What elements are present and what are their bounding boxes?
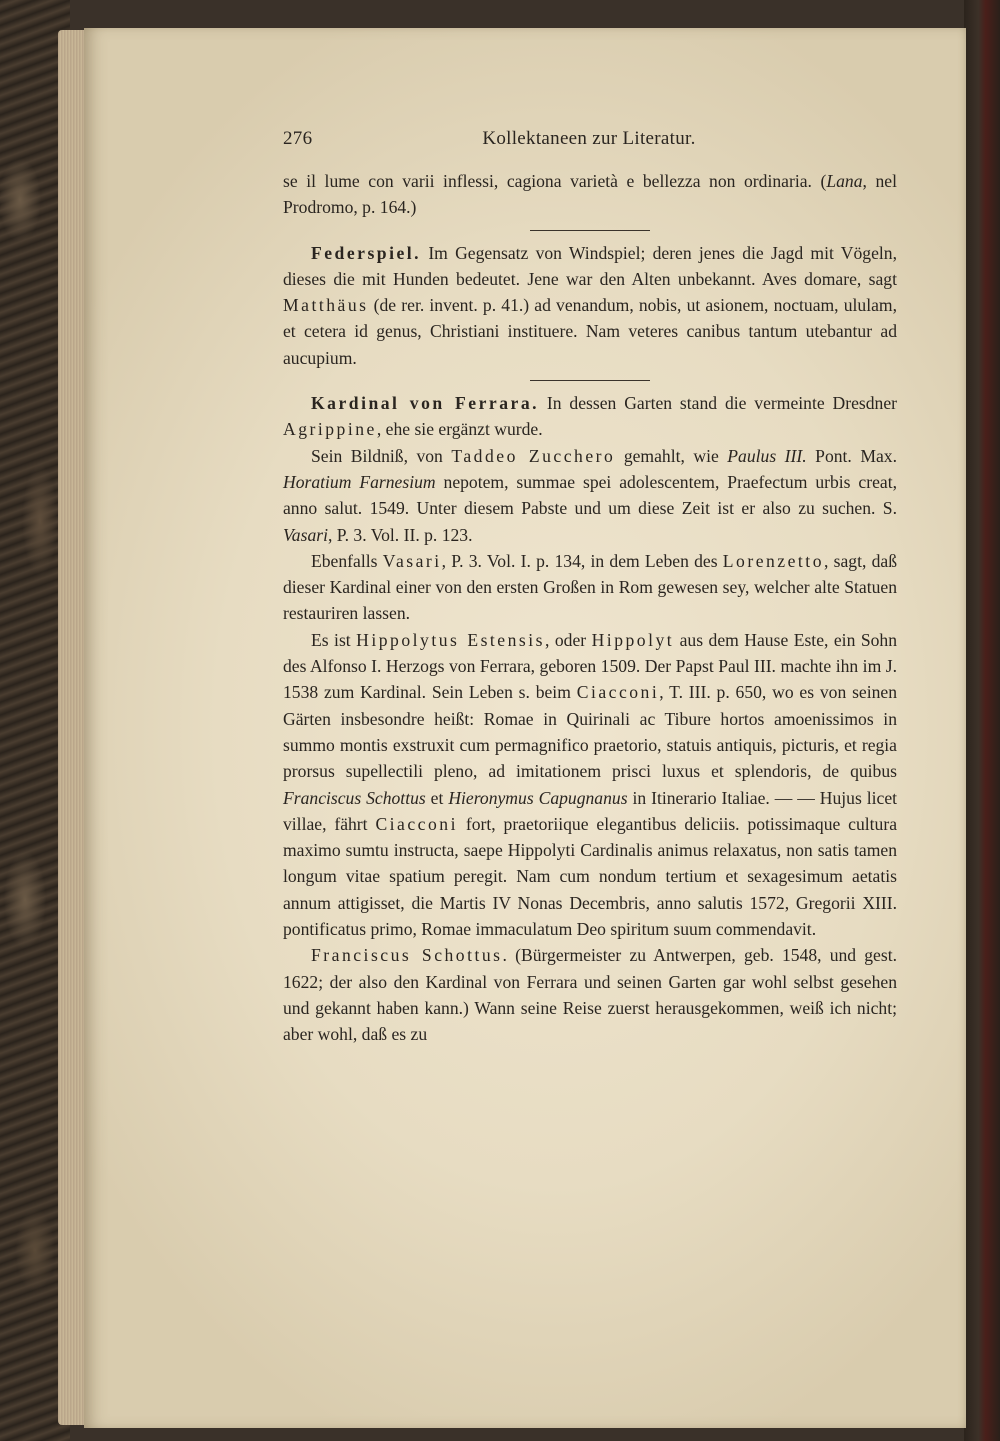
book-cover-right — [964, 0, 1000, 1441]
name-paulus-iii: Paulus III. — [727, 445, 807, 466]
paragraph-hippolytus-text-1: Es ist — [311, 629, 351, 650]
paragraph-bildniss-text-1: Sein Bildniß, von — [311, 445, 443, 466]
section-divider — [530, 380, 650, 381]
name-ciacconi: Ciacconi — [576, 682, 660, 703]
name-agrippine: Agrippine — [283, 419, 377, 440]
name-hippolyt: Hippolyt — [591, 629, 675, 650]
paragraph-bildniss-text-3: Pont. Max. — [815, 445, 897, 466]
paragraph-1-ref-author: Lana — [826, 171, 863, 191]
paragraph-1-ref-rest: , nel Prodromo, p. 164.) — [283, 171, 897, 218]
body-text — [283, 168, 897, 1048]
paragraph-federspiel — [283, 240, 897, 371]
paragraph-schottus-text: . (Bürgermeister zu Antwerpen, geb. 1548, und gest. 1622; der also den Kardinal von Ferrara und seinen Garten gar wohl selbst gesehen und gekannt haben kann.) Wann seine Reise zuerst herausgekommen, weiß ich nicht; aber wohl, daß es zu — [283, 945, 897, 1045]
paragraph-hippolytus-text-6: in Itinerario Italiae. — — Hujus licet villae, fährt — [283, 787, 898, 834]
name-matthaeus: Matthäus — [283, 295, 369, 316]
page-number: 276 — [283, 128, 313, 149]
paragraph-hippolytus-text-3: aus dem Hause Este, ein Sohn des Alfonso I. Herzogs von Ferrara, geboren 1509. Der Papst Paul III. machte ihn im J. 1538 zum Kardinal. Sein Leben s. beim — [283, 629, 897, 703]
paragraph-ebenfalls-text-2: , P. 3. Vol. I. p. 134, in dem Leben des — [441, 550, 718, 571]
paragraph-bildniss-text-5: , P. 3. Vol. II. p. 123. — [327, 524, 473, 545]
running-head — [201, 126, 897, 158]
paragraph-bildniss — [283, 443, 897, 548]
paragraph-hippolytus — [283, 627, 897, 943]
paragraph-ebenfalls — [283, 548, 897, 627]
paragraph-bildniss-text-4: nepotem, summae spei adolescentem, Praefectum urbis creat, anno salut. 1549. Unter diesem Pabste und um diese Zeit ist er also zu suchen. S. — [283, 471, 897, 519]
paragraph-1 — [283, 168, 897, 221]
name-taddeo-zucchero: Taddeo Zucchero — [451, 445, 616, 466]
name-hippolytus-estensis: Hippolytus Estensis — [356, 629, 545, 650]
paragraph-ebenfalls-text-1: Ebenfalls — [311, 550, 378, 571]
name-lorenzetto: Lorenzetto — [722, 550, 824, 571]
name-ciacconi-2: Ciacconi — [375, 813, 458, 834]
paragraph-federspiel-rest: (de rer. invent. p. 41.) ad venandum, nobis, ut asionem, noctuam, ululam, et cetera id genus, Christiani instituere. Nam veteres canibus tantum utebantur ad aucupium. — [283, 295, 898, 368]
page-edges — [58, 30, 86, 1425]
paragraph-ebenfalls-text-3: , sagt, daß dieser Kardinal einer von den ersten Großen in Rom gewesen sey, welcher alte Statuen restauriren lassen. — [283, 550, 897, 624]
paragraph-kardinal — [283, 390, 897, 443]
paragraph-1-text: se il lume con varii inflessi, cagiona varietà e bellezza non ordinaria. — [283, 171, 812, 191]
paragraph-hippolytus-text-2: , oder — [545, 629, 587, 650]
paragraph-federspiel-text: Im Gegensatz von Windspiel; deren jenes die Jagd mit Vögeln, dieses die mit Hunden bedeutet. Jene war den Alten unbekannt. Aves domare, sagt — [283, 242, 897, 289]
paragraph-kardinal-text-2: , ehe sie ergänzt wurde. — [376, 419, 543, 440]
paragraph-1-ref-open: ( — [820, 171, 827, 191]
name-franciscus-schottus-italic: Franciscus Schottus — [283, 787, 426, 808]
name-vasari: Vasari — [283, 524, 328, 545]
entry-heading-federspiel: Federspiel. — [311, 242, 422, 263]
page-text-block — [201, 126, 898, 1045]
paragraph-schottus — [283, 942, 897, 1047]
paragraph-hippolytus-text-7: fort, praetoriique elegantibus deliciis. potissimaque cultura maximo sumtu instructa, saepe Hippolyti Cardinalis animus relaxatus, non satis tamen longum vitae spatium peregit. Nam cum nondum tertium et sexagesimum aetatis annum attigisset, die Martis IV Nonas Decembris, anno salutis 1572, Gregorii XIII. pontificatus primo, Romae immaculatum Deo spiritum suum commendavit. — [283, 813, 898, 940]
name-vasari-2: Vasari — [382, 550, 442, 571]
name-horatium-farnesium: Horatium Farnesium — [283, 471, 436, 492]
paragraph-hippolytus-text-5: et — [430, 787, 444, 808]
entry-heading-kardinal: Kardinal von Ferrara. — [311, 393, 540, 414]
running-title: Kollektaneen zur Literatur. — [482, 128, 696, 149]
name-hieronymus-capugnanus: Hieronymus Capugnanus — [448, 787, 628, 808]
name-franciscus-schottus: Franciscus Schottus — [311, 945, 503, 966]
section-divider — [530, 230, 650, 231]
paragraph-bildniss-text-2: gemahlt, wie — [623, 445, 719, 466]
paragraph-hippolytus-text-4: , T. III. p. 650, wo es von seinen Gärten insbesondre heißt: Romae in Quirinali ac Tibure hortos amoenissimos in summo montis exstruxit cum permagnifico praetorio, statuis antiquis, picturis, et regia prorsus supellectili pleno, ad imitationem prisci luxus et splendoris, de quibus — [283, 682, 898, 782]
paragraph-kardinal-text: In dessen Garten stand die vermeinte Dresdner — [546, 393, 897, 414]
